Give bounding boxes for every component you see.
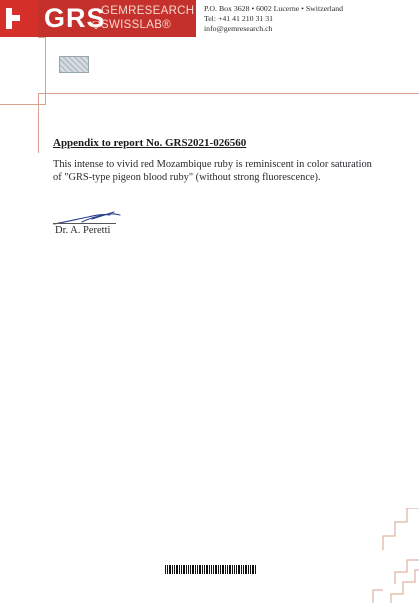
logo-wordmark <box>38 0 196 37</box>
signatory-name: Dr. A. Peretti <box>53 223 116 237</box>
hologram-seal <box>59 56 89 73</box>
logo-gemresearch-text: GEMRESEARCH <box>101 5 195 17</box>
document-heading: Appendix to report No. GRS2021-026560 <box>53 137 247 149</box>
contact-phone: Tel: +41 41 210 31 31 <box>204 14 274 23</box>
contact-email: info@gemresearch.ch <box>204 24 273 33</box>
frame-line-vertical-main <box>38 93 39 153</box>
logo-grs-text: GRS <box>44 3 106 33</box>
document-paragraph: This intense to vivid red Mozambique ruby is reminiscent in color saturation of "GRS-type pigeon blood ruby" (without strong fluorescence). <box>53 159 372 183</box>
frame-line-horizontal-main <box>38 93 419 94</box>
contact-block <box>204 4 343 34</box>
swiss-cross-icon <box>0 0 38 37</box>
diamond-icon <box>92 21 100 29</box>
logo-swisslab-text: SWISSLAB® <box>101 19 171 31</box>
decorative-step-lines <box>349 508 419 603</box>
logo-emblem <box>0 0 38 37</box>
frame-line-left-step <box>0 104 46 105</box>
contact-address: P.O. Box 3628 • 6002 Lucerne • Switzerland <box>204 4 344 13</box>
barcode <box>165 565 257 574</box>
